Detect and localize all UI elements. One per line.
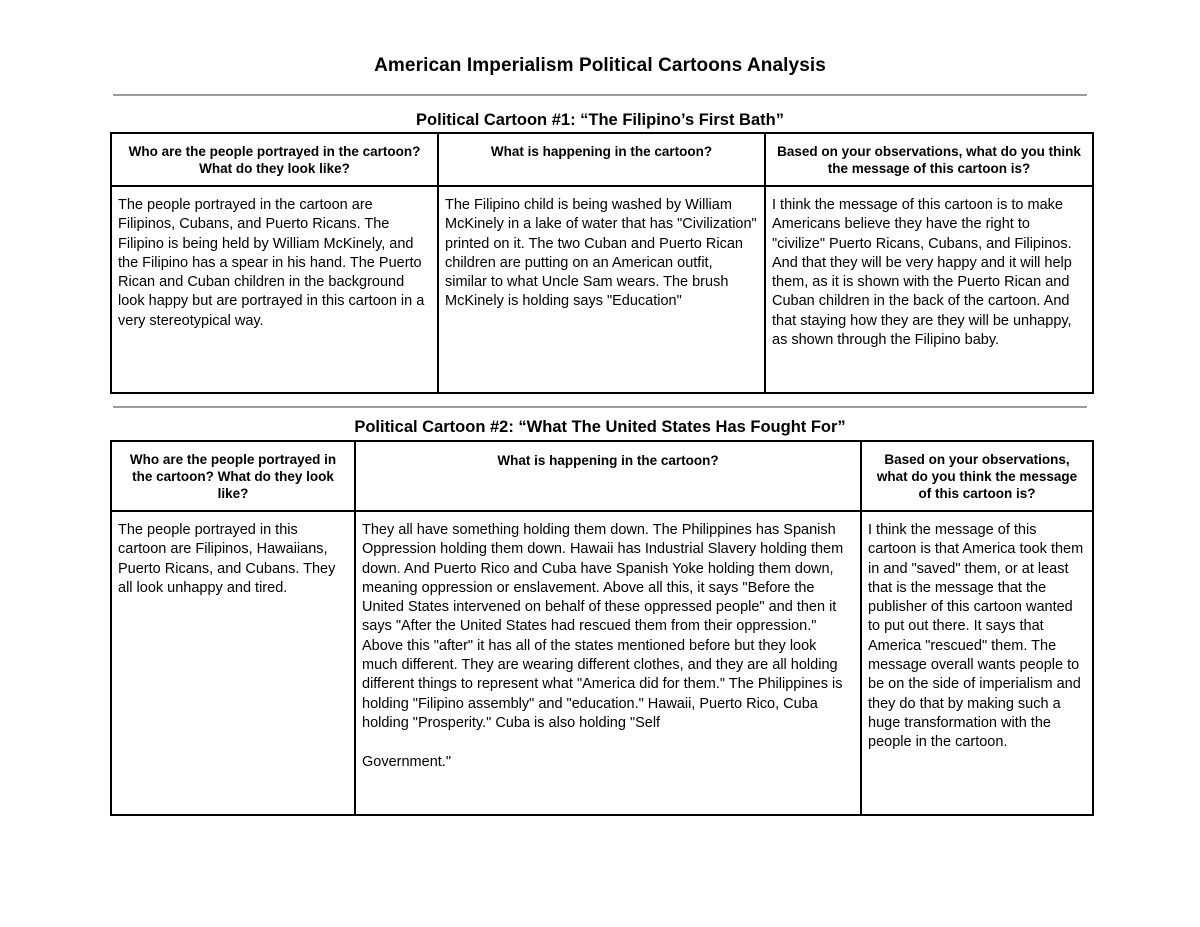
header-happening: What is happening in the cartoon? [355, 441, 861, 511]
answer-message: I think the message of this cartoon is that America took them in and "saved" them, or at least that is the message that the publisher of this cartoon wanted to put out there. It says that America "rescued" them. The message overall wants people to be on the side of imperialism and they do that by making such a huge transformation with the people in the cartoon. [861, 511, 1093, 815]
header-people: Who are the people portrayed in the cartoon? What do they look like? [111, 133, 438, 186]
table-header-row [111, 133, 1093, 186]
page-title: American Imperialism Political Cartoons Analysis [374, 55, 826, 76]
cartoon-2-table [110, 440, 1094, 816]
cartoon-1-table [110, 132, 1094, 394]
divider-middle [113, 406, 1087, 408]
header-message: Based on your observations, what do you think the message of this cartoon is? [861, 441, 1093, 511]
table-row [111, 186, 1093, 393]
table-row [111, 511, 1093, 815]
header-happening: What is happening in the cartoon? [438, 133, 765, 186]
answer-people: The people portrayed in the cartoon are Filipinos, Cubans, and Puerto Ricans. The Filipino is being held by William McKinely, and the Filipino has a spear in his hand. The Puerto Rican and Cuban children in the background look happy but are portrayed in this cartoon in a very stereotypical way. [111, 186, 438, 393]
answer-message: I think the message of this cartoon is to make Americans believe they have the right to "civilize" Puerto Ricans, Cubans, and Filipinos. And that they will be very happy and it will help them, as it is shown with the Puerto Rican and Cuban children in the back of the cartoon. And that staying how they are they will be unhappy, as shown through the Filipino baby. [765, 186, 1093, 393]
header-people: Who are the people portrayed in the cartoon? What do they look like? [111, 441, 355, 511]
answer-people: The people portrayed in this cartoon are Filipinos, Hawaiians, Puerto Ricans, and Cubans. They all look unhappy and tired. [111, 511, 355, 815]
header-message: Based on your observations, what do you think the message of this cartoon is? [765, 133, 1093, 186]
divider-top [113, 94, 1087, 96]
cartoon-2-heading: Political Cartoon #2: “What The United States Has Fought For” [354, 418, 846, 436]
answer-happening: They all have something holding them down. The Philippines has Spanish Oppression holding them down. Hawaii has Industrial Slavery holding them down. And Puerto Rico and Cuba have Spanish Yoke holding them down, meaning oppression or enslavement. Above all this, it says "Before the United States intervened on behalf of these oppressed people" and then it says "After the United States had rescued them from their oppression." Above this "after" it has all of the states mentioned before but they look much different. They are wearing different clothes, and they are all holding different things to represent what "America did for them." The Philippines is holding "Filipino assembly" and "education." Hawaii, Puerto Rico, Cuba holding "Prosperity." Cuba is also holding "Self Government." [355, 511, 861, 815]
table-header-row [111, 441, 1093, 511]
answer-happening: The Filipino child is being washed by William McKinely in a lake of water that has "Civilization" printed on it. The two Cuban and Puerto Rican children are putting on an American outfit, similar to what Uncle Sam wears. The brush McKinely is holding says "Education" [438, 186, 765, 393]
cartoon-1-heading: Political Cartoon #1: “The Filipino’s First Bath” [416, 111, 784, 129]
